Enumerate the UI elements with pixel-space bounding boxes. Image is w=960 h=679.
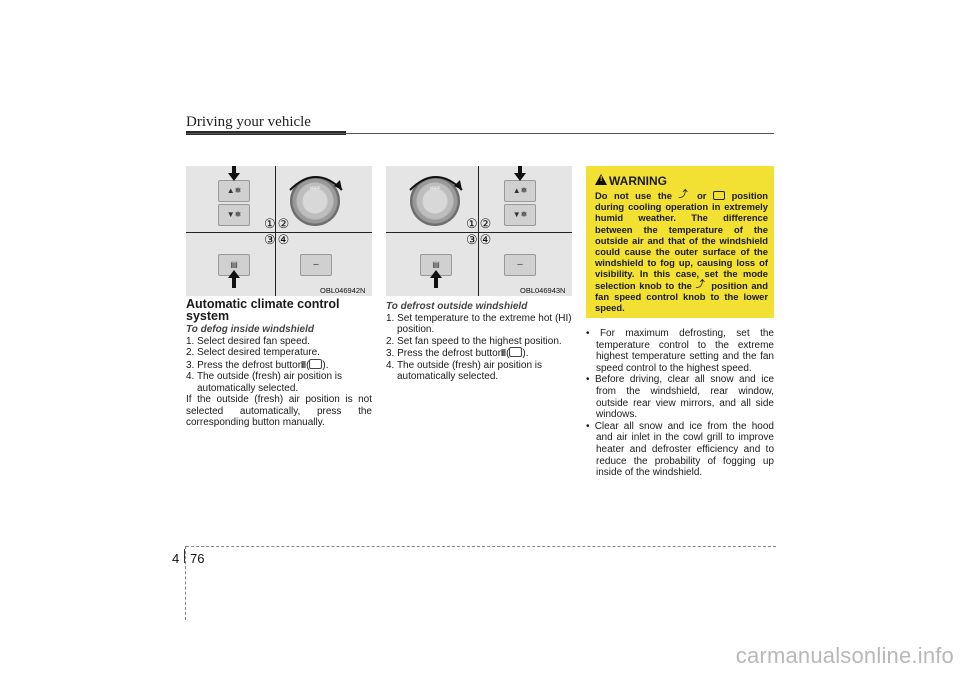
step-item: 3. Press the defrost button (▓ ). (386, 347, 572, 360)
figure-code: OBL046943N (520, 286, 566, 295)
page-number: 76 (190, 551, 205, 566)
rotate-arrow-icon (402, 168, 470, 198)
step-item: 4. The outside (fresh) air position is automatically selected. (386, 359, 543, 382)
fan-speed-down-button: ▼❅ (218, 204, 250, 226)
callout-numbers-bottom: ③④ (264, 232, 292, 247)
defrost-icon (309, 359, 322, 369)
warning-heading: ! WARNING (609, 174, 768, 188)
defrost-icon (713, 191, 725, 200)
floor-defrost-mode-icon (679, 191, 691, 200)
section-number: 4 (172, 551, 180, 566)
fan-speed-down-button: ▼❅ (504, 204, 536, 226)
footer-vertical-rule (185, 546, 186, 620)
arrow-stem (232, 278, 236, 288)
step-item: 2. Set fan speed to the highest position. (386, 335, 562, 347)
figure-code: OBL046942N (320, 286, 366, 295)
tips-list (586, 328, 774, 479)
step-item: 1. Select desired fan speed. (186, 335, 310, 347)
paragraph: If the outside (fresh) air position is not selected automatically, press the corresponding button manually. (186, 394, 372, 428)
footer-separator (184, 549, 185, 563)
arrow-up-icon (228, 270, 240, 278)
header-rule (186, 133, 774, 134)
figure-climate-control-2 (386, 166, 572, 296)
section-title: Automatic climate control system (186, 297, 340, 323)
list-item: • Clear all snow and ice from the hood and air inlet in the cowl grill to improve heater and defroster efficiency and to reduce the probability of fogging up inside of the windshield. (586, 420, 774, 479)
floor-mode-icon (696, 281, 708, 290)
footer-rule (186, 546, 776, 547)
callout-numbers-bottom: ③④ (466, 232, 494, 247)
air-intake-button: ∽ (504, 254, 536, 276)
arrow-stem (434, 278, 438, 288)
watermark: carmanualsonline.info (735, 643, 954, 668)
step-item: 4. The outside (fresh) air position is automatically selected. (186, 371, 343, 394)
mode-knob: MODE (290, 176, 340, 226)
figure-climate-control-1 (186, 166, 372, 296)
step-item: 1. Set temperature to the extreme hot (HI) position. (386, 312, 572, 335)
figure-divider-vertical (478, 166, 479, 296)
step-item: 3. Press the defrost button (▓ ). (186, 359, 372, 372)
subhead-defrost: To defrost outside windshield (386, 301, 528, 312)
list-item: • Before driving, clear all snow and ice from the windshield, rear window, outside rear view mirrors, and all side windows. (586, 374, 774, 421)
left-column (186, 299, 372, 429)
fan-speed-up-button: ▲❅ (218, 180, 250, 202)
subhead-defog: To defog inside windshield (186, 324, 314, 335)
defrost-button: ▤ (218, 254, 250, 276)
defrost-icon (509, 347, 522, 357)
warning-text: Do not use the ⤴ or position during cooling operation in extremely humid weather. The difference between the temperature of the outside air and that of the windshield could cause the outer surface of the windshield to fog up, causing loss of visibility. In this case, set the mode selection knob to the ⤴ position and fan speed control knob to the lower speed. (595, 190, 768, 313)
figure-divider-vertical (275, 166, 276, 296)
rotate-arrow-icon (282, 168, 350, 198)
page-header-title: Driving your vehicle (186, 114, 311, 130)
arrow-down-icon (228, 173, 240, 181)
warning-box (586, 166, 774, 318)
arrow-up-icon (430, 270, 442, 278)
middle-column (386, 301, 572, 383)
step-item: 2. Select desired temperature. (186, 347, 320, 358)
defrost-button: ▤ (420, 254, 452, 276)
air-intake-button: ∽ (300, 254, 332, 276)
mode-knob: MODE (410, 176, 460, 226)
list-item: • For maximum defrosting, set the temperature control to the extreme highest temperature setting and the fan speed control to the highest speed. (586, 328, 774, 374)
callout-numbers-top: ①② (264, 216, 292, 231)
arrow-down-icon (514, 173, 526, 181)
callout-numbers-top: ①② (466, 216, 494, 231)
fan-speed-up-button: ▲❅ (504, 180, 536, 202)
